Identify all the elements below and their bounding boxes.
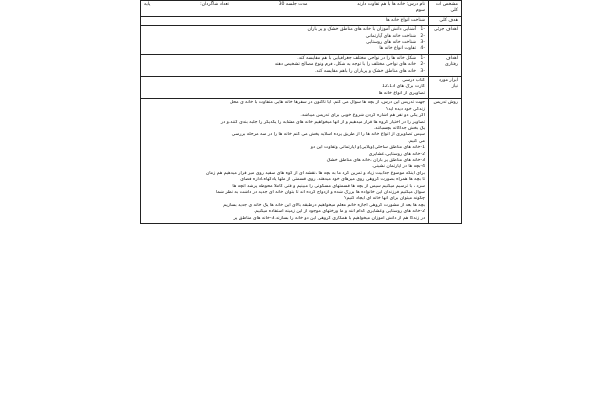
list-item: -3 خانه های مناطق خشک و پرباران را باهم مقایسه کند. — [314, 68, 425, 74]
partial-goals-label: اهداف جزئی — [429, 26, 462, 55]
list-item: کتاب درسی — [402, 78, 425, 84]
text-line: می کنیم. — [407, 138, 425, 144]
level: پایه — [144, 2, 151, 7]
tools-list — [141, 77, 429, 99]
text-line: 2-خانه های روستایی،عشایری — [368, 151, 425, 157]
text-line: جهت تدریس این درس، از بچه ها سوال می کنم. آیا تاکنون در سفرها خانه هایی متفاوت با خانه ی محل — [229, 100, 425, 106]
tools-row — [141, 77, 462, 99]
lesson-plan-page — [140, 0, 462, 400]
list-item: -1 آشنایی دانش آموزان با خانه های مناطق خشک و پر باران — [307, 27, 425, 33]
text-line: 2-خانه های روستایی وعشایری کدام آنند و ما ورختهای موجود از این زمینه استفاده میکنیم. — [253, 209, 425, 215]
text-line: اگر یکی دو نفر هم اشاره کردن شروع خوبی برای تدریس میباشد. — [300, 113, 425, 119]
text-line: برای اینکه موضوع جذابیت زیاد و تمرین کرد ما به بچه ها ،نقشه ای از کوه های سفید روی میز قرار میدهیم هم زمان — [205, 170, 425, 176]
method-label: روش تدریس — [429, 99, 462, 224]
list-item: تصاویری از انواع خانه ها — [378, 90, 425, 96]
list-item: -3 شناخت خانه های روستایی — [366, 40, 425, 46]
session-duration: مدت جلسه 30 — [278, 2, 308, 7]
grade: سوم — [415, 8, 425, 14]
lesson-name: نام درس: خانه ها با هم تفاوت دارند — [357, 2, 425, 7]
list-item: -2 شناخت خانه های آپارتمانی — [365, 33, 425, 39]
method-text — [141, 99, 429, 224]
tools-label: ابزار مورد نیاز — [429, 77, 462, 99]
text-line: سپس تصاویری از انواع خانه ها را از طریق پرده اسلاید پخش می کنم خانه ها را در سه مرحله بررسی — [231, 132, 425, 138]
lesson-plan-table — [140, 0, 462, 224]
student-count: تعداد شاگردان: — [200, 2, 229, 7]
header-row — [141, 1, 462, 17]
text-line: زندگی خود دیده اید؟ — [385, 106, 425, 112]
general-goal-row — [141, 16, 462, 25]
behavior-goals-label: اهداف رفتاری — [429, 54, 462, 76]
text-line: 4-بچه ها در آپارتمان نشینی. — [371, 164, 425, 170]
header-label: مشخص ات کلی — [429, 1, 462, 17]
text-line: یک بخش جداگانه بچسبانند. — [373, 125, 425, 131]
header-content — [141, 1, 429, 17]
text-line: تصاویر را در اختیار گروه ها قرار میدهیم و از انها میخواهیم خانه های مشابه را یکدیگر را جلبه بندی کنند.و در — [220, 119, 425, 125]
text-line: در زندگا هم از دانش آموزان میخواهیم با همکاری گروهی این دو خانه را بسازند.3-خانه های مناطق پر — [233, 215, 425, 221]
list-item: -2 خانه های نواحی مختلف را با توجه به شکل، فرم ونوع مصالح تشخیص دهند — [274, 62, 425, 68]
general-goal-text: شناخت انواع خانه ها — [141, 16, 429, 25]
partial-goals-row — [141, 26, 462, 55]
list-item: کارت برگ های 12،13 — [381, 84, 425, 90]
text-line: 1-خانه های مناطق ساحلی(ویلایی)و آپارتمانی وتفاوت این دو — [310, 145, 425, 151]
behavior-goals-list — [141, 54, 429, 76]
behavior-goals-row — [141, 54, 462, 76]
text-line: 3-خانه های مناطق پر باران ،خانه های مناطق خشک — [326, 157, 425, 163]
text-line: تا بچه ها همراه بصورت گروهی روی میزهای خود میدهند. روی قسمتی از ملها یادگهاه،اداره فضای — [240, 177, 425, 183]
list-item: -4 تفاوت انواع خانه ها — [379, 46, 425, 52]
method-row — [141, 99, 462, 224]
list-item: -1 شکل خانه ها را در نواحی مختلف جغرافیایی با هم مقایسه کند. — [297, 55, 425, 61]
text-line: بچه ها بعد از مشورت گروهی اجازه خانم معلم میخواهیم درطبقه بالای این خانه ها یک خانه ی جدید بسازیم — [223, 202, 425, 208]
text-line: چگونه میتوان برای آنها خانه ای ایجاد کنیم؟ — [344, 196, 425, 202]
general-goal-label: هدف کلی — [429, 16, 462, 25]
partial-goals-list — [141, 26, 429, 55]
text-line: سرد ، با ترسیم میکنیم سپس از بچه ها قسمتهای مسکونی را مبینیم و قتی کاملا محوطه پرشد آنچه ها — [232, 183, 425, 189]
text-line: سوال میکنیم فرزندان این خانواده ها بزرگ شده و ازدواج کرده اند تا بتوان خانه ای جدید در داشت به نظر شما — [216, 189, 425, 195]
